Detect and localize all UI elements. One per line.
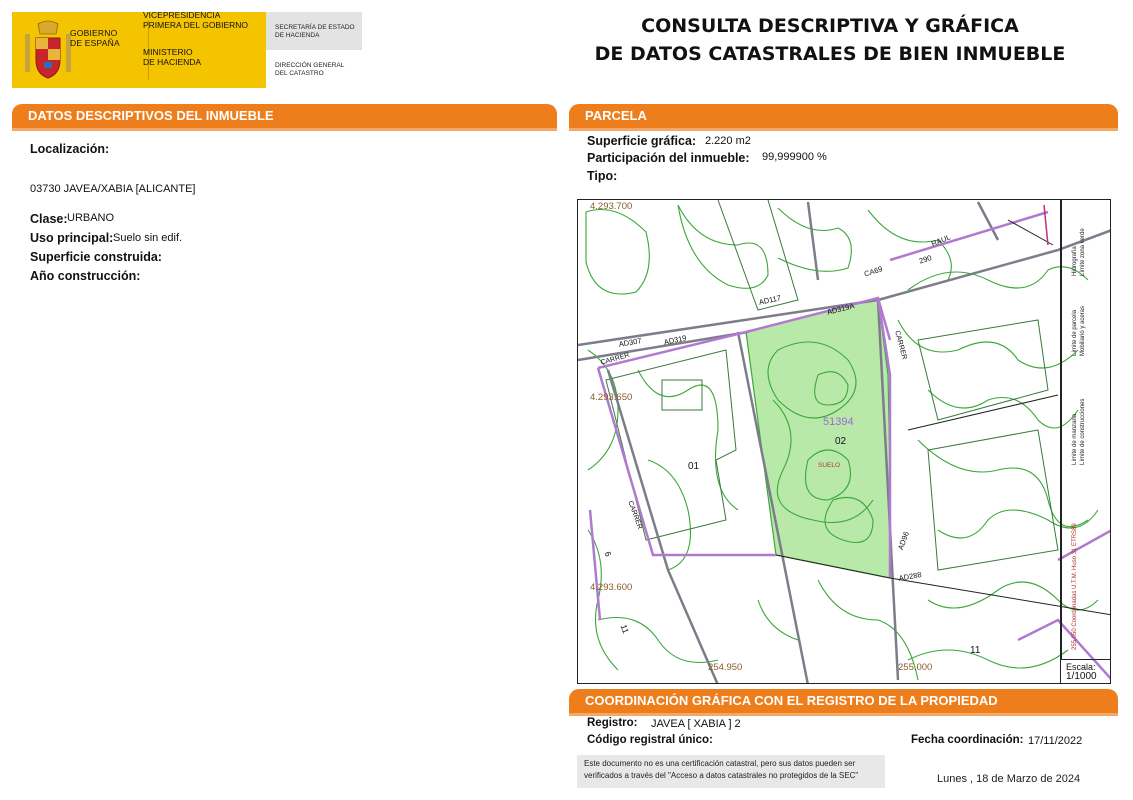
parcel-11-left-label: 11 <box>618 623 632 635</box>
scale-value: 1/1000 <box>1066 671 1097 682</box>
legend-zona-verde: Límite zona verde <box>1080 228 1086 276</box>
legend-parcela: Límite de parcela <box>1072 309 1078 356</box>
clase-label: Clase: <box>30 212 68 226</box>
localizacion-label: Localización: <box>30 142 110 156</box>
street-carrer-3: CARRER <box>626 500 644 531</box>
registro-value: JAVEA [ XABIA ] 2 <box>651 718 741 730</box>
x-coord-right: 255.000 <box>898 662 933 673</box>
registro-label: Registro: <box>587 717 638 729</box>
y-coord-top: 4.293.700 <box>590 201 633 212</box>
street-ad288: AD288 <box>898 570 923 583</box>
superficie-grafica-label: Superficie gráfica: <box>587 134 697 148</box>
legend-hidrografia: Hidrografía <box>1072 246 1078 276</box>
street-carrer-2: CARRER <box>893 330 908 361</box>
street-carrer-1: CARRER <box>600 351 631 367</box>
localizacion-value: 03730 JAVEA/XABIA [ALICANTE] <box>30 183 196 195</box>
coordinacion-header: COORDINACIÓN GRÁFICA CON EL REGISTRO DE LA PROPIEDAD <box>569 689 1118 713</box>
street-ad96: AD96 <box>896 530 911 552</box>
secretaria-label: SECRETARÍA DE ESTADO DE HACIENDA <box>275 24 355 39</box>
parcel-11-label: 11 <box>970 645 981 656</box>
gov-name: GOBIERNO DE ESPAÑA <box>70 28 120 48</box>
street-ad307: AD307 <box>618 336 643 349</box>
parcela-header: PARCELA <box>569 104 1118 128</box>
superficie-construida-label: Superficie construida: <box>30 250 162 264</box>
legend-mobiliario: Mobiliario y aceras <box>1080 305 1086 356</box>
number-6-label: 6 <box>602 550 614 558</box>
y-coord-bottom: 4.293.600 <box>590 582 633 593</box>
legend-construcciones: Límite de construcciones <box>1080 398 1086 465</box>
disclaimer-note: Este documento no es una certificación catastral, pero sus datos pueden ser verificados a través del "Acceso a datos catastrales no protegidos de la SEC" <box>577 755 885 788</box>
legend-divider <box>1060 199 1062 659</box>
uso-principal-label: Uso principal: <box>30 231 114 245</box>
page-title: CONSULTA DESCRIPTIVA Y GRÁFICA DE DATOS CATASTRALES DE BIEN INMUEBLE <box>594 15 1066 65</box>
scale-label: Escala: <box>1066 662 1096 672</box>
cadastral-map[interactable] <box>577 199 1111 684</box>
legend-manzana: Límite de manzana <box>1072 413 1078 465</box>
street-ad117: AD117 <box>758 293 782 307</box>
descriptive-data-header: DATOS DESCRIPTIVOS DEL INMUEBLE <box>12 104 557 128</box>
subparcel-02: 02 <box>835 436 847 447</box>
tipo-label: Tipo: <box>587 169 618 183</box>
street-ad319: AD319 <box>663 333 688 347</box>
codigo-registral-label: Código registral único: <box>587 734 713 746</box>
y-coord-mid: 4.293.650 <box>590 392 633 403</box>
superficie-grafica-value: 2.220 m2 <box>705 135 751 147</box>
participacion-value: 99,999900 % <box>762 151 827 163</box>
scale-box <box>1060 659 1111 684</box>
suelo-label: SUELO <box>818 462 841 469</box>
vicepresidencia-label: VICEPRESIDENCIA PRIMERA DEL GOBIERNO <box>143 10 249 30</box>
fecha-coordinacion-label: Fecha coordinación: <box>911 734 1024 746</box>
participacion-label: Participación del inmueble: <box>587 151 750 165</box>
uso-principal-value: Suelo sin edif. <box>113 232 183 244</box>
subparcel-01: 01 <box>688 461 700 472</box>
clase-value: URBANO <box>67 212 115 224</box>
fecha-coordinacion-value: 17/11/2022 <box>1028 735 1083 747</box>
document-date: Lunes , 18 de Marzo de 2024 <box>937 773 1081 785</box>
coat-of-arms-icon <box>22 20 74 82</box>
street-raul: RAUL <box>930 232 952 249</box>
legend-coordinates: 255,050 Coordenadas U.T.M. Huso 31 ETRS89 <box>1072 523 1078 650</box>
street-290: 290 <box>918 253 933 266</box>
parcel-reference: 51394 <box>823 416 854 428</box>
direccion-label: DIRECCIÓN GENERAL DEL CATASTRO <box>275 62 345 77</box>
ministerio-label: MINISTERIO DE HACIENDA <box>143 47 202 67</box>
anio-construccion-label: Año construcción: <box>30 269 141 283</box>
street-ca69: CA69 <box>863 264 884 279</box>
street-ad319a: AD319A <box>826 301 856 317</box>
x-coord-left: 254.950 <box>708 662 743 673</box>
